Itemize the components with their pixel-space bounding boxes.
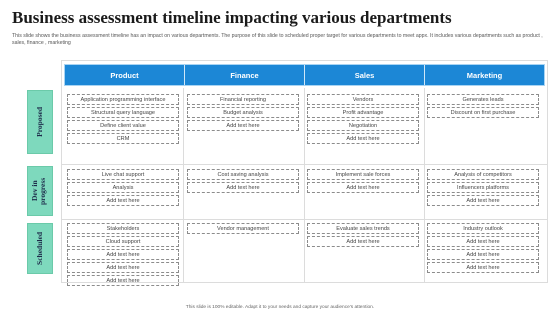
cell-proposed-product bbox=[67, 94, 179, 146]
cell-dev-sales bbox=[307, 169, 419, 195]
list-item: Negotiation bbox=[307, 120, 419, 131]
list-item: Add text here bbox=[307, 236, 419, 247]
cell-scheduled-marketing bbox=[427, 223, 539, 275]
column-divider bbox=[304, 88, 305, 283]
list-item: Stakeholders bbox=[67, 223, 179, 234]
list-item: Application programming interface bbox=[67, 94, 179, 105]
list-item: Vendor management bbox=[187, 223, 299, 234]
slide-description: This slide shows the business assessment timeline has an impact on various departments. The purpose of this slide to scheduled proper target for various departments to meet appx. It includes various departments such as product , sales, finance , marketing bbox=[12, 33, 543, 46]
cell-proposed-finance bbox=[187, 94, 299, 133]
list-item: Add text here bbox=[187, 120, 299, 131]
list-item: Profit advantage bbox=[307, 107, 419, 118]
page-title: Business assessment timeline impacting various departments bbox=[12, 8, 452, 27]
list-item: Financial reporting bbox=[187, 94, 299, 105]
row-label-scheduled: Scheduled bbox=[27, 223, 53, 274]
cell-dev-finance bbox=[187, 169, 299, 195]
list-item: Add text here bbox=[427, 249, 539, 260]
list-item: Add text here bbox=[427, 195, 539, 206]
row-label-dev-in-progress: Dev in progress bbox=[27, 166, 53, 216]
list-item: Analysis bbox=[67, 182, 179, 193]
footer-note: This slide is 100% editable. Adapt it to your needs and capture your audience's attention. bbox=[185, 305, 375, 310]
column-divider bbox=[183, 88, 184, 283]
list-item: Generates leads bbox=[427, 94, 539, 105]
list-item: Define client value bbox=[67, 120, 179, 131]
list-item: Live chat support bbox=[67, 169, 179, 180]
list-item: Implement sale forces bbox=[307, 169, 419, 180]
list-item: Add text here bbox=[67, 195, 179, 206]
cell-scheduled-finance bbox=[187, 223, 299, 236]
row-label-proposed: Proposed bbox=[27, 90, 53, 154]
list-item: Add text here bbox=[307, 182, 419, 193]
list-item: Vendors bbox=[307, 94, 419, 105]
column-divider bbox=[424, 88, 425, 283]
list-item: Discount on first purchase bbox=[427, 107, 539, 118]
list-item: Cloud support bbox=[67, 236, 179, 247]
cell-dev-product bbox=[67, 169, 179, 208]
list-item: Influencers platforms bbox=[427, 182, 539, 193]
list-item: Add text here bbox=[307, 133, 419, 144]
list-item: Industry outlook bbox=[427, 223, 539, 234]
list-item: Add text here bbox=[427, 262, 539, 273]
column-header-marketing: Marketing bbox=[466, 70, 503, 80]
list-item: Add text here bbox=[67, 262, 179, 273]
list-item: Add text here bbox=[67, 249, 179, 260]
list-item: Budget analysis bbox=[187, 107, 299, 118]
list-item: Cost saving analysis bbox=[187, 169, 299, 180]
column-header-sales: Sales bbox=[305, 65, 425, 85]
column-header-finance: Finance bbox=[185, 65, 305, 85]
cell-dev-marketing bbox=[427, 169, 539, 208]
cell-proposed-sales bbox=[307, 94, 419, 146]
list-item: Add text here bbox=[67, 275, 179, 286]
list-item: Add text here bbox=[187, 182, 299, 193]
cell-scheduled-product bbox=[67, 223, 179, 288]
column-header-product: Product bbox=[65, 65, 185, 85]
list-item: CRM bbox=[67, 133, 179, 144]
list-item: Evaluate sales trends bbox=[307, 223, 419, 234]
cell-scheduled-sales bbox=[307, 223, 419, 249]
list-item: Add text here bbox=[427, 236, 539, 247]
cell-proposed-marketing bbox=[427, 94, 539, 120]
list-item: Structural query language bbox=[67, 107, 179, 118]
list-item: Analysis of competitors bbox=[427, 169, 539, 180]
table-header bbox=[64, 64, 545, 86]
